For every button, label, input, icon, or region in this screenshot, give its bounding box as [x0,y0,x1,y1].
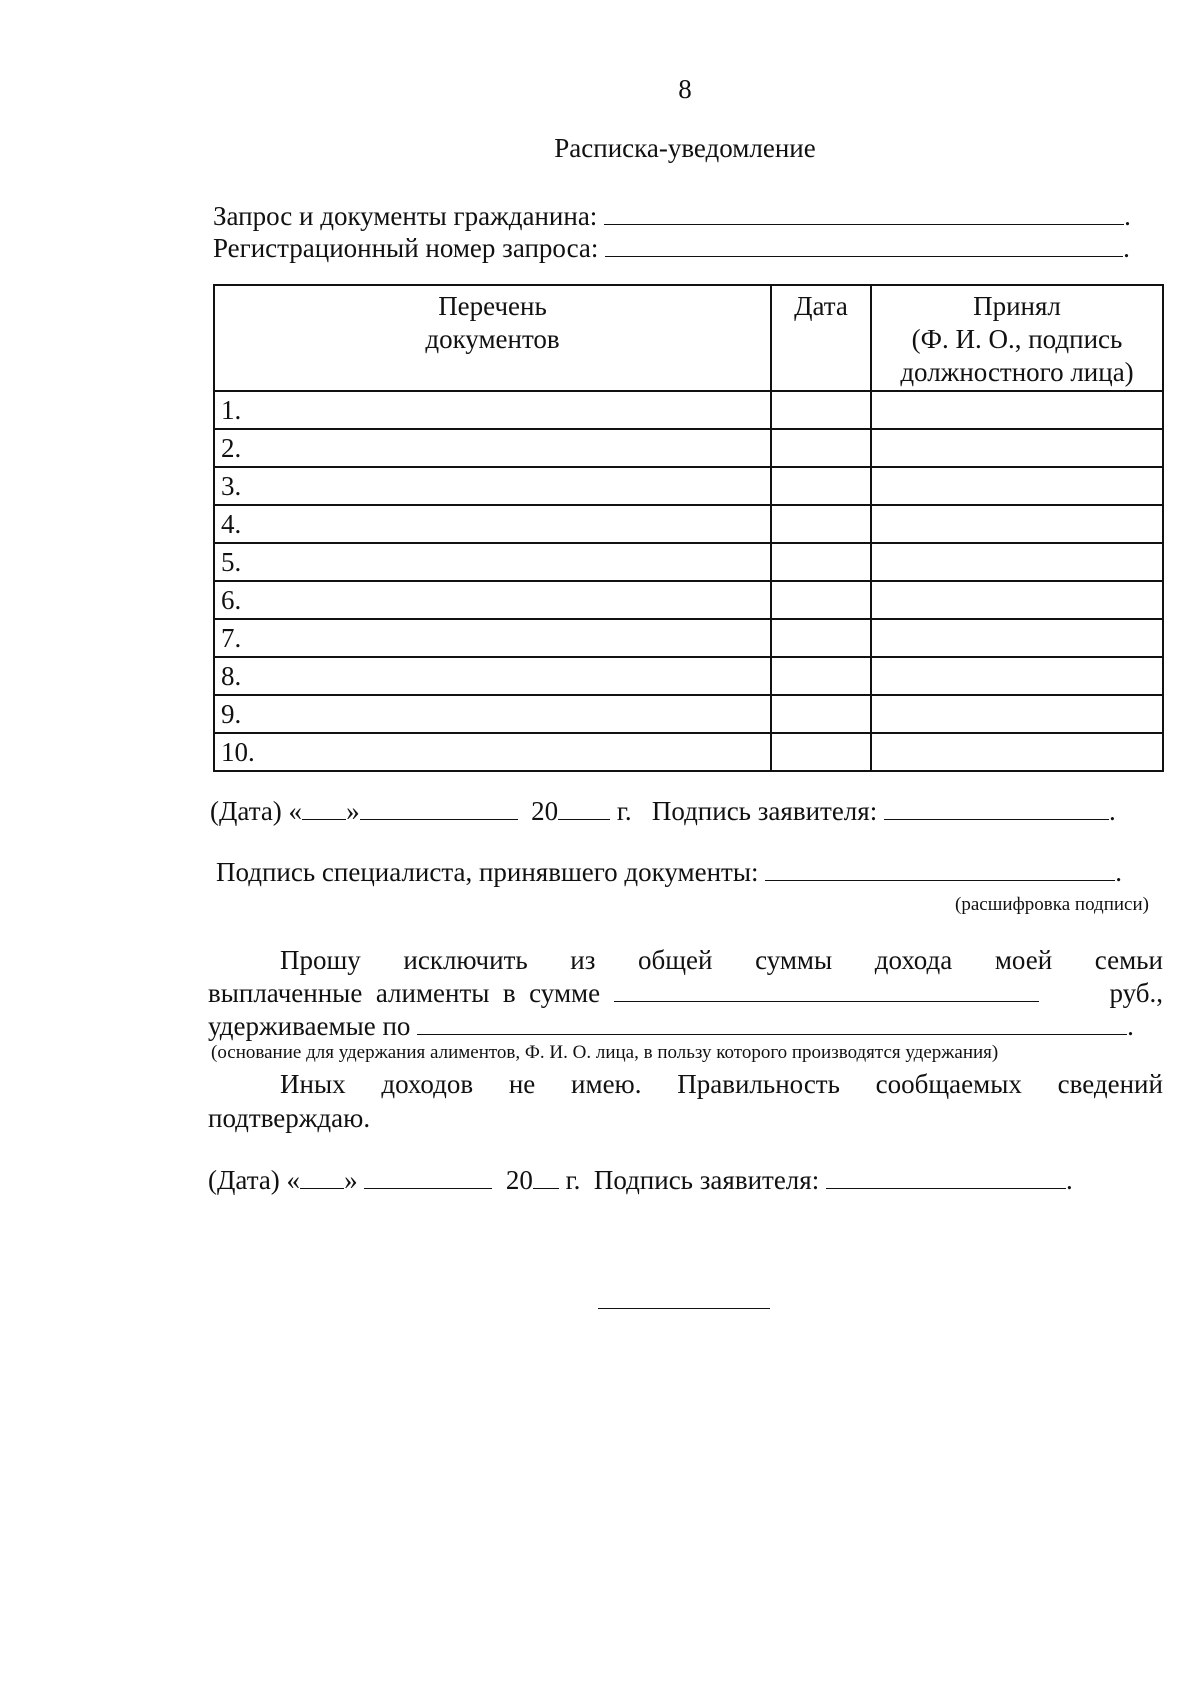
page-number: 8 [678,74,692,104]
accepted-cell[interactable] [871,619,1163,657]
signature-caption: (расшифровка подписи) [955,894,1149,915]
row-number: 4. [214,505,771,543]
accepted-cell[interactable] [871,733,1163,771]
table-row [214,581,1163,619]
applicant-signature-blank[interactable] [884,795,1109,820]
table-header-row [214,285,1163,391]
end-mark: . [1065,1165,1073,1195]
row-number: 3. [214,467,771,505]
row-number: 5. [214,543,771,581]
date-cell[interactable] [771,657,871,695]
table-row [214,619,1163,657]
withheld-by-blank[interactable] [417,1010,1127,1035]
date-cell[interactable] [771,619,871,657]
row-number: 7. [214,619,771,657]
accepted-cell[interactable] [871,543,1163,581]
date-cell[interactable] [771,505,871,543]
row-number: 9. [214,695,771,733]
year-blank[interactable] [558,795,610,820]
date-cell[interactable] [771,733,871,771]
row-number: 1. [214,391,771,429]
table-row [214,543,1163,581]
year-suffix: г. [565,1165,581,1195]
quote-close: » [346,796,360,826]
applicant-signature-blank[interactable] [826,1164,1066,1189]
month-blank[interactable] [364,1164,492,1189]
table-row [214,657,1163,695]
specialist-label: Подпись специалиста, принявшего документы: [216,857,759,887]
table-row [214,505,1163,543]
rub-label: руб., [1109,978,1163,1008]
request-label: Запрос и документы гражданина: [213,201,598,231]
year-prefix: 20 [505,1165,533,1195]
quote-close: » [344,1165,358,1195]
year-suffix: г. [616,796,632,826]
row-number: 2. [214,429,771,467]
specialist-signature-line [216,856,1122,888]
table-row [214,391,1163,429]
table-row [214,695,1163,733]
withholding-caption: (основание для удержания алиментов, Ф. И. О. лица, в пользу которого производятся удержания) [211,1042,999,1063]
day-blank[interactable] [300,1164,344,1189]
paragraph-line-2: выплаченные алименты в сумме руб., [208,978,1163,1008]
document-title: Расписка-уведомление [554,133,816,163]
table-row [214,467,1163,505]
date-signature-line-1 [210,795,1116,827]
accepted-cell[interactable] [871,505,1163,543]
row-number: 10. [214,733,771,771]
header-documents-list: Перечень документов [214,285,771,391]
paragraph-line-3: удерживаемые по . [208,1011,1134,1041]
accepted-cell[interactable] [871,429,1163,467]
registration-end-mark: . [1123,233,1130,263]
date-cell[interactable] [771,467,871,505]
alimony-amount-blank[interactable] [614,977,1039,1002]
applicant-signature-label: Подпись заявителя: [651,796,878,826]
accepted-cell[interactable] [871,581,1163,619]
applicant-signature-label: Подпись заявителя: [593,1165,820,1195]
specialist-signature-blank[interactable] [765,856,1115,881]
date-cell[interactable] [771,391,871,429]
row-number: 6. [214,581,771,619]
request-field [213,200,1131,232]
request-blank[interactable] [604,200,1124,225]
accepted-cell[interactable] [871,657,1163,695]
table-row [214,733,1163,771]
date-label: (Дата) « [208,1165,301,1195]
documents-table [213,284,1164,772]
accepted-cell[interactable] [871,695,1163,733]
paragraph-line-1: Прошу исключить из общей суммы дохода моей семьи [280,945,1163,975]
year-blank[interactable] [533,1164,559,1189]
accepted-cell[interactable] [871,391,1163,429]
date-signature-line-2 [208,1164,1073,1196]
month-blank[interactable] [360,795,518,820]
registration-label: Регистрационный номер запроса: [213,233,599,263]
paragraph-line-5: подтверждаю. [208,1103,371,1133]
day-blank[interactable] [302,795,346,820]
paragraph-line-4: Иных доходов не имею. Правильность сообщаемых сведений [280,1069,1163,1099]
date-cell[interactable] [771,695,871,733]
registration-blank[interactable] [605,232,1123,257]
specialist-end-mark: . [1115,857,1122,887]
year-prefix: 20 [531,796,559,826]
date-label: (Дата) « [210,796,303,826]
date-cell[interactable] [771,581,871,619]
registration-field [213,232,1130,264]
header-accepted-by: Принял (Ф. И. О., подпись должностного лица) [871,285,1163,391]
request-end-mark: . [1124,201,1131,231]
header-date: Дата [771,285,871,391]
table-row [214,429,1163,467]
date-cell[interactable] [771,543,871,581]
row-number: 8. [214,657,771,695]
date-cell[interactable] [771,429,871,467]
end-mark: . [1108,796,1116,826]
accepted-cell[interactable] [871,467,1163,505]
end-divider [598,1308,770,1309]
